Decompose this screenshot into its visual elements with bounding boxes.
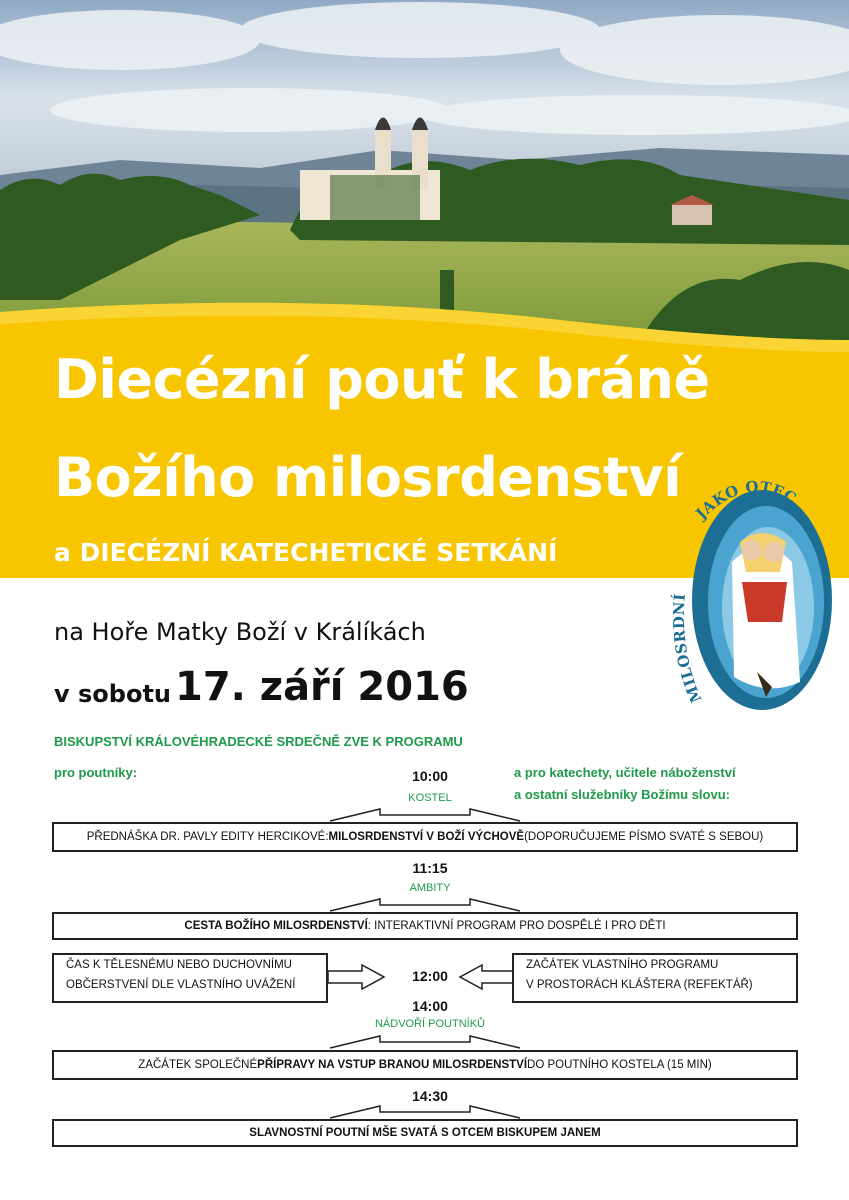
title-line-1: Diecézní pouť k bráně bbox=[54, 348, 710, 411]
slot-time: 14:30 bbox=[412, 1088, 448, 1104]
subtitle: a DIECÉZNÍ KATECHETICKÉ SETKÁNÍ bbox=[54, 538, 558, 567]
jubilee-mercy-logo bbox=[662, 472, 836, 722]
for-catechists-line-2: a ostatní služebníky Božímu slovu: bbox=[514, 787, 730, 802]
program-box-monastery: ZAČÁTEK VLASTNÍHO PROGRAMU V PROSTORÁCH KLÁŠTERA (REFEKTÁŘ) bbox=[512, 953, 798, 1003]
header-landscape-photo bbox=[0, 0, 849, 340]
logo-arc-text-right: JAKO OTEC bbox=[692, 477, 800, 523]
up-arrow bbox=[330, 1033, 520, 1049]
program-box-lecture: PŘEDNÁŠKA DR. PAVLY EDITY HERCIKOVÉ: MILOSRDENSTVÍ V BOŽÍ VÝCHOVĚ (DOPORUČUJEME PÍSMO SVATÉ S SEBOU) bbox=[52, 822, 798, 852]
up-arrow bbox=[330, 896, 520, 912]
up-arrow bbox=[330, 1103, 520, 1119]
left-arrow bbox=[460, 963, 518, 991]
for-pilgrims-label: pro poutníky: bbox=[54, 765, 138, 780]
title-line-2: Božího milosrdenství bbox=[54, 446, 682, 509]
program-box-mercy-path: CESTA BOŽÍHO MILOSRDENSTVÍ : INTERAKTIVNÍ PROGRAM PRO DOSPĚLÉ I PRO DĚTI bbox=[52, 912, 798, 940]
slot-time: 11:15 bbox=[412, 860, 448, 876]
right-arrow bbox=[328, 963, 386, 991]
program-box-preparation: ZAČÁTEK SPOLEČNÉ PŘÍPRAVY NA VSTUP BRANOU MILOSRDENSTVÍ DO POUTNÍHO KOSTELA (15 MIN) bbox=[52, 1050, 798, 1080]
slot-time: 10:00 bbox=[412, 768, 448, 784]
program-box-holy-mass: SLAVNOSTNÍ POUTNÍ MŠE SVATÁ S OTCEM BISKUPEM JANEM bbox=[52, 1119, 798, 1147]
slot-place: KOSTEL bbox=[408, 792, 452, 804]
for-catechists-line-1: a pro katechety, učitele náboženství bbox=[514, 765, 736, 780]
slot-place: AMBITY bbox=[409, 882, 451, 894]
event-date-prefix: v sobotu bbox=[54, 680, 171, 708]
slot-time: 14:00 bbox=[412, 998, 448, 1014]
logo-arc-text-left: MILOSRDNÍ bbox=[669, 592, 706, 706]
invite-line: BISKUPSTVÍ KRÁLOVÉHRADECKÉ SRDEČNĚ ZVE K PROGRAMU bbox=[54, 734, 463, 749]
slot-time: 12:00 bbox=[412, 968, 448, 984]
event-place: na Hoře Matky Boží v Králíkách bbox=[54, 618, 426, 646]
up-arrow bbox=[330, 806, 520, 822]
event-date: 17. září 2016 bbox=[175, 664, 469, 710]
slot-place: NÁDVOŘÍ POUTNÍKŮ bbox=[374, 1018, 485, 1030]
program-box-refreshment: ČAS K TĚLESNÉMU NEBO DUCHOVNÍMU OBČERSTVENÍ DLE VLASTNÍHO UVÁŽENÍ bbox=[52, 953, 328, 1003]
